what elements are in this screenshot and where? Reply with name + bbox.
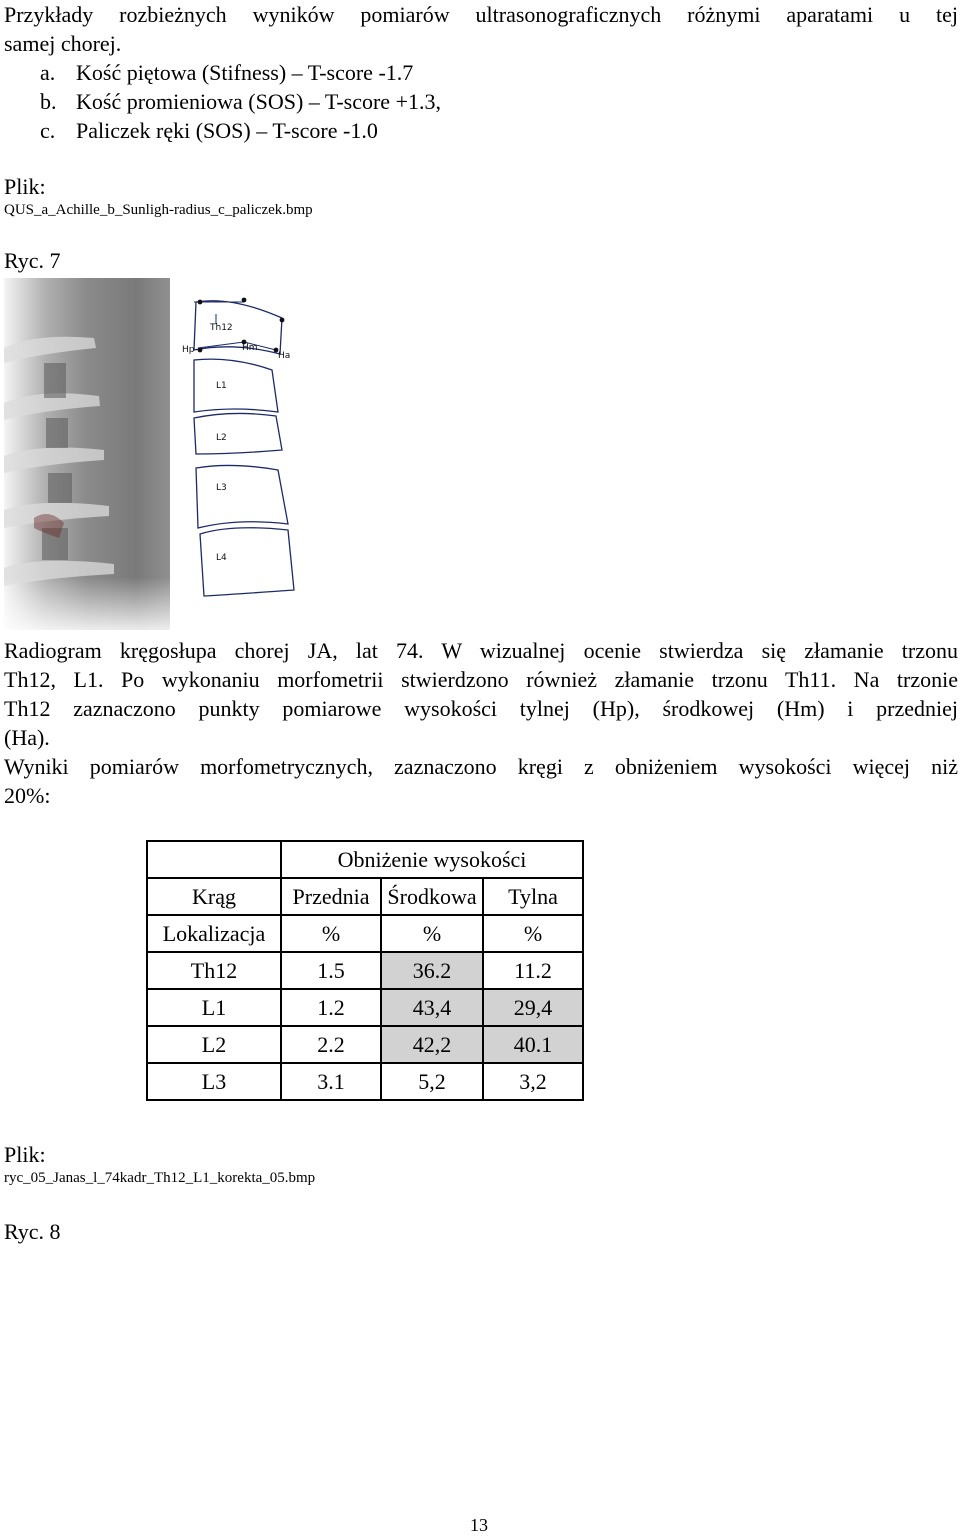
vertebra-label-l3: L3 [216, 483, 227, 493]
table-cell: % [281, 915, 381, 952]
spine-radiograph-image [4, 278, 170, 630]
table-cell-highlighted: 36.2 [381, 952, 483, 989]
table-cell: 3,2 [483, 1063, 583, 1100]
vertebra-label-th12: Th12 [210, 323, 233, 333]
point-label-hp: Hp [182, 345, 195, 355]
table-cell-highlighted: 40.1 [483, 1026, 583, 1063]
file-label: Plik: [4, 1142, 46, 1167]
table-row [147, 952, 583, 989]
table-cell: 2.2 [281, 1026, 381, 1063]
description-line: Th12, L1. Po wykonaniu morfometrii stwierdzono również złamanie trzonu Th11. Na trzonie [4, 667, 958, 692]
table-header-cell: Środkowa [381, 878, 483, 915]
table-cell: 3.1 [281, 1063, 381, 1100]
page-number: 13 [470, 1515, 488, 1535]
table-units-row [147, 915, 583, 952]
table-cell-highlighted: 29,4 [483, 989, 583, 1026]
intro-line-2: samej chorej. [4, 31, 122, 56]
figure-title: Ryc. 8 [4, 1219, 61, 1244]
intro-line-1: Przykłady rozbieżnych wyników pomiarów ultrasonograficznych różnymi aparatami u tej [4, 2, 958, 27]
table-header-cell: Krąg [147, 878, 281, 915]
table-header-cell: Tylna [483, 878, 583, 915]
list-item: Paliczek ręki (SOS) – T-score -1.0 [76, 118, 378, 143]
table-cell: % [483, 915, 583, 952]
list-item: Kość piętowa (Stifness) – T-score -1.7 [76, 60, 414, 85]
list-marker: b. [40, 89, 57, 114]
table-cell [147, 841, 281, 878]
table-cell: 1.5 [281, 952, 381, 989]
table-cell-highlighted: 43,4 [381, 989, 483, 1026]
description-line: Th12 zaznaczono punkty pomiarowe wysokości tylnej (Hp), środkowej (Hm) i przedniej [4, 696, 958, 721]
list-marker: a. [40, 60, 56, 85]
vertebra-label-l4: L4 [216, 553, 227, 563]
vertebra-morphometry-drawing [172, 278, 300, 630]
table-row [147, 1063, 583, 1100]
table-cell: 1.2 [281, 989, 381, 1026]
file-name: ryc_05_Janas_l_74kadr_Th12_L1_korekta_05.bmp [4, 1170, 316, 1186]
table-row [147, 1026, 583, 1063]
table-cell: L1 [147, 989, 281, 1026]
list-item: Kość promieniowa (SOS) – T-score +1.3, [76, 89, 441, 114]
figure-title: Ryc. 7 [4, 248, 61, 273]
table-group-header: Obniżenie wysokości [281, 841, 583, 878]
table-cell: 11.2 [483, 952, 583, 989]
table-cell: L3 [147, 1063, 281, 1100]
description-line: Wyniki pomiarów morfometrycznych, zaznaczono kręgi z obniżeniem wysokości więcej niż [4, 754, 958, 779]
file-name: QUS_a_Achille_b_Sunligh-radius_c_paliczek.bmp [4, 202, 313, 218]
vertebra-label-l2: L2 [216, 433, 227, 443]
list-marker: c. [40, 118, 56, 143]
point-label-hm: Hm [242, 343, 258, 353]
description-line: 20%: [4, 783, 51, 808]
file-label: Plik: [4, 174, 46, 199]
table-cell: L2 [147, 1026, 281, 1063]
table-header-row [147, 841, 583, 878]
morphometry-results-table [146, 840, 584, 1101]
point-label-ha: Ha [278, 351, 291, 361]
table-cell: Th12 [147, 952, 281, 989]
table-cell: % [381, 915, 483, 952]
table-header-cell: Przednia [281, 878, 381, 915]
description-line: (Ha). [4, 725, 50, 750]
vertebra-label-l1: L1 [216, 381, 227, 391]
table-cell: 5,2 [381, 1063, 483, 1100]
table-cell: Lokalizacja [147, 915, 281, 952]
table-row [147, 989, 583, 1026]
description-line: Radiogram kręgosłupa chorej JA, lat 74. W wizualnej ocenie stwierdza się złamanie trzonu [4, 638, 958, 663]
table-cell-highlighted: 42,2 [381, 1026, 483, 1063]
table-header-row [147, 878, 583, 915]
